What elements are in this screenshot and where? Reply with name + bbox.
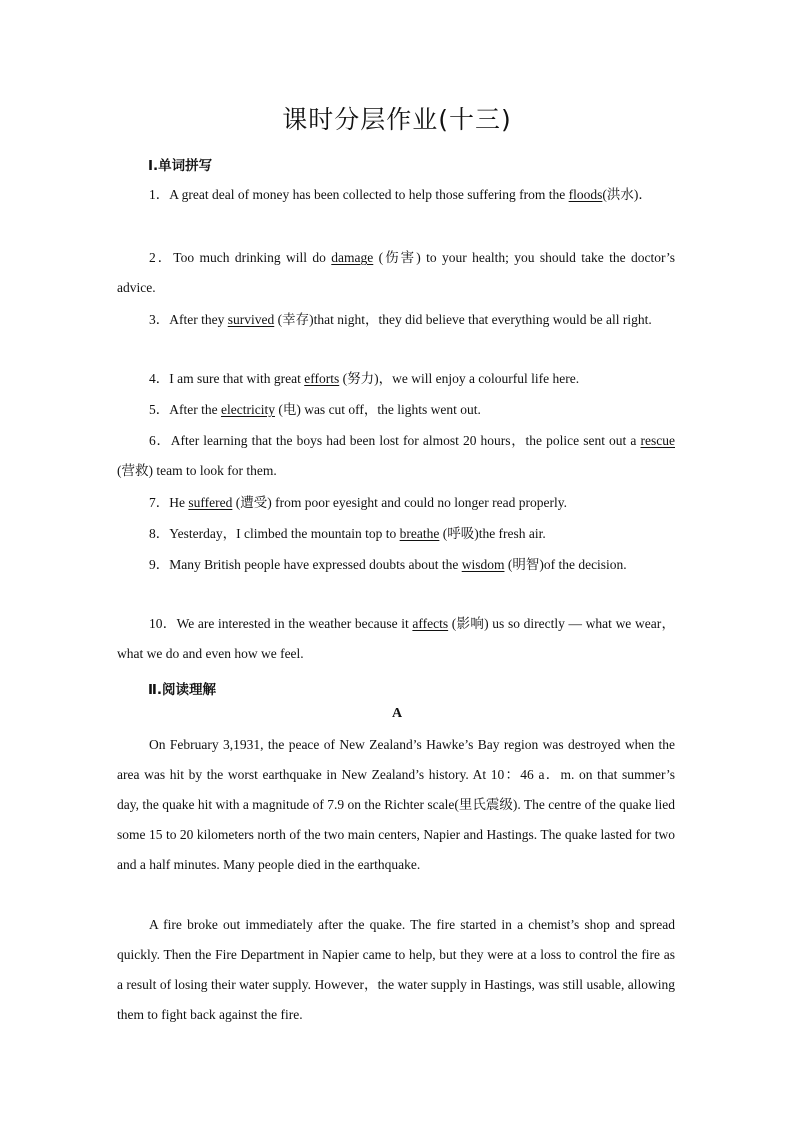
answer-word: wisdom: [461, 557, 505, 572]
section-heading-spelling: Ⅰ.单词拼写: [148, 158, 213, 174]
answer-word: floods: [568, 187, 603, 202]
answer-word: efforts: [304, 371, 340, 386]
exercise-item-2: [117, 243, 675, 303]
exercise-item-1: [117, 180, 675, 210]
item-text-after: (影响) us so directly — what we wear，what we do and even how we feel.: [117, 616, 675, 661]
exercise-item-7: [117, 488, 675, 518]
item-text-before: 4．I am sure that with great: [149, 371, 305, 386]
passage-paragraph-1: On February 3,1931, the peace of New Zealand’s Hawke’s Bay region was destroyed when the area was hit by the worst earthquake in New Zealand’s history. At 10：46 a．m. on that summer’s day, the quake hit with a magnitude of 7.9 on the Richter scale(里氏震级). The centre of the quake lied some 15 to 20 kilometers north of the two main centers, Napier and Hastings. The quake lasted for two and a half minutes. Many people died in the earthquake.: [117, 737, 675, 872]
item-text-after: (遭受) from poor eyesight and could no longer read properly.: [232, 495, 568, 510]
exercise-item-5: [117, 395, 675, 425]
section-heading-reading: Ⅱ.阅读理解: [148, 682, 217, 698]
item-text-after: (营救) team to look for them.: [117, 463, 277, 478]
answer-word: affects: [412, 616, 449, 631]
item-text-before: 10．We are interested in the weather because it: [149, 616, 413, 631]
item-text-before: 7．He: [149, 495, 189, 510]
exercise-item-9: [117, 550, 675, 580]
item-text-before: 8．Yesterday，I climbed the mountain top to: [149, 526, 400, 541]
passage-heading: A: [391, 706, 403, 721]
item-text-before: 9．Many British people have expressed doubts about the: [149, 557, 462, 572]
exercise-item-3: [117, 305, 675, 335]
item-text-after: (努力)，we will enjoy a colourful life here.: [339, 371, 580, 386]
item-text-before: 3．After they: [149, 312, 228, 327]
answer-word: electricity: [220, 402, 275, 417]
exercise-item-8: [117, 519, 675, 549]
item-text-before: 6．After learning that the boys had been lost for almost 20 hours，the police sent out a: [149, 433, 641, 448]
item-text-after: (电) was cut off，the lights went out.: [274, 402, 481, 417]
item-text-before: 2．Too much drinking will do: [149, 250, 332, 265]
passage-paragraph-2: A fire broke out immediately after the quake. The fire started in a chemist’s shop and spread quickly. Then the Fire Department in Napier came to help, but they were at a loss to control the fire as a result of losing their water supply. However，the water supply in Hastings, was still usable, allowing them to fight back against the fire.: [117, 917, 675, 1022]
exercise-item-10: [117, 609, 675, 669]
item-text-before: 1．A great deal of money has been collected to help those suffering from the: [149, 187, 569, 202]
answer-word: breathe: [399, 526, 440, 541]
item-text-after: (伤害) to your health; you should take the doctor’s advice.: [117, 250, 676, 295]
exercise-item-4: [117, 364, 675, 394]
item-text-after: (呼吸)the fresh air.: [439, 526, 546, 541]
item-text-after: (幸存)that night，they did believe that everything would be all right.: [274, 312, 652, 327]
answer-word: rescue: [640, 433, 675, 448]
page-title: 课时分层作业(十三): [282, 105, 512, 134]
item-text-after: (洪水)．: [602, 187, 652, 202]
answer-word: damage: [331, 250, 374, 265]
exercise-item-6: [117, 426, 675, 486]
answer-word: suffered: [188, 495, 233, 510]
item-text-before: 5．After the: [149, 402, 221, 417]
answer-word: survived: [227, 312, 275, 327]
item-text-after: (明智)of the decision.: [504, 557, 627, 572]
